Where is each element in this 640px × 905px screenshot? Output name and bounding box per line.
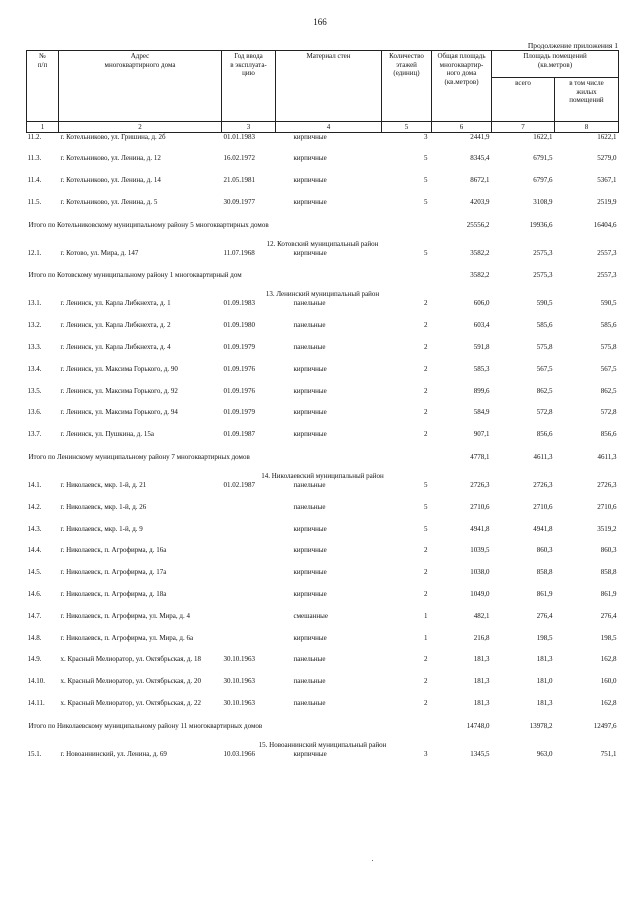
district-total-area: 25556,2	[466, 220, 490, 229]
table-row	[27, 634, 619, 656]
row-area-all: 2575,3	[533, 248, 553, 257]
row-year: 01.09.1979	[223, 343, 255, 352]
table-row	[27, 503, 619, 525]
row-year: 30.10.1963	[223, 655, 255, 664]
row-address: г. Ленинск, ул. Карла Либкнехта, д. 2	[60, 321, 171, 330]
row-area-all: 2726,3	[533, 481, 553, 490]
row-address: г. Николаевск, п. Агрофирма, д. 16а	[60, 546, 167, 555]
header-year	[222, 51, 276, 122]
header-area-all-text: всего	[515, 79, 531, 87]
row-material: кирпичные	[293, 248, 327, 257]
table-header	[27, 51, 619, 133]
row-area-living: 575,8	[600, 343, 617, 352]
header-number	[27, 51, 59, 122]
row-area-all: 4941,8	[533, 524, 553, 533]
row-number: 14.3.	[27, 524, 42, 533]
row-number: 14.9.	[27, 655, 42, 664]
table-row	[27, 590, 619, 612]
row-total-area: 1049,0	[470, 590, 490, 599]
header-area-all	[492, 78, 555, 122]
district-total-area: 14748,0	[466, 721, 490, 730]
row-number: 14.7.	[27, 611, 42, 620]
district-total-all: 19936,6	[529, 220, 553, 229]
district-section-row	[27, 290, 619, 299]
row-address: г. Котельниково, ул. Ленина, д. 12	[60, 154, 161, 163]
row-total-area: 1039,5	[470, 546, 490, 555]
row-area-living: 2519,9	[597, 197, 617, 206]
row-floors: 5	[424, 481, 428, 490]
row-address: г. Николаевск, мкр. 1-й, д. 26	[60, 502, 147, 511]
header-number-text: № п/п	[37, 52, 48, 69]
district-total-row	[27, 452, 619, 472]
header-address	[59, 51, 222, 122]
row-address: г. Николаевск, мкр. 1-й, д. 21	[60, 481, 147, 490]
district-total-row	[27, 270, 619, 290]
row-area-living: 858,8	[600, 568, 617, 577]
row-total-area: 2710,6	[470, 502, 490, 511]
header-area-group-text: Площадь помещений (кв.метров)	[523, 52, 587, 69]
row-material: кирпичные	[293, 430, 327, 439]
column-number: 8	[555, 122, 619, 133]
row-material: панельные	[293, 343, 326, 352]
row-number: 14.5.	[27, 568, 42, 577]
column-number: 1	[27, 122, 59, 133]
row-address: г. Ленинск, ул. Максима Горького, д. 94	[60, 408, 178, 417]
row-floors: 2	[424, 343, 428, 352]
district-section-row	[27, 741, 619, 750]
district-section-title: 15. Новоаннинский муниципальный район	[258, 740, 387, 749]
row-total-area: 2726,3	[470, 481, 490, 490]
table-row	[27, 655, 619, 677]
housing-register-table	[26, 50, 619, 772]
row-floors: 5	[424, 502, 428, 511]
header-address-text: Адрес многоквартирного дома	[104, 52, 176, 69]
row-total-area: 482,1	[473, 611, 490, 620]
row-address: г. Николаевск, п. Агрофирма, д. 17а	[60, 568, 167, 577]
table-row	[27, 198, 619, 220]
row-total-area: 603,4	[473, 321, 490, 330]
row-material: кирпичные	[293, 568, 327, 577]
row-area-living: 856,6	[600, 430, 617, 439]
row-year: 01.09.1979	[223, 408, 255, 417]
row-floors: 2	[424, 655, 428, 664]
row-total-area: 4941,8	[470, 524, 490, 533]
row-total-area: 899,6	[473, 386, 490, 395]
table-row	[27, 699, 619, 721]
row-area-living: 160,0	[600, 677, 617, 686]
row-address: х. Красный Мелиоратор, ул. Октябрьская, д. 20	[60, 677, 201, 686]
row-address: х. Красный Мелиоратор, ул. Октябрьская, д. 22	[60, 699, 201, 708]
row-year: 01.09.1976	[223, 386, 255, 395]
district-total-all: 4611,3	[533, 453, 553, 462]
row-material: кирпичные	[293, 590, 327, 599]
row-number: 12.1.	[27, 248, 42, 257]
table-row	[27, 154, 619, 176]
row-number: 13.7.	[27, 430, 42, 439]
row-floors: 2	[424, 364, 428, 373]
row-address: г. Котельниково, ул. Ленина, д. 14	[60, 176, 161, 185]
row-number: 14.8.	[27, 633, 42, 642]
row-address: г. Николаевск, п. Агрофирма, ул. Мира, д. 4	[60, 611, 190, 620]
row-year	[222, 503, 276, 525]
row-total-area: 591,8	[473, 343, 490, 352]
row-number: 11.3.	[27, 154, 42, 163]
row-floors: 2	[424, 590, 428, 599]
row-total-area: 584,9	[473, 408, 490, 417]
header-material-text: Материал стен	[306, 52, 351, 60]
row-area-all: 856,6	[536, 430, 553, 439]
row-number: 14.4.	[27, 546, 42, 555]
row-material: панельные	[293, 699, 326, 708]
row-year: 11.07.1968	[223, 248, 255, 257]
district-total-living: 4611,3	[597, 453, 617, 462]
row-address: г. Ленинск, ул. Карла Либкнехта, д. 4	[60, 343, 171, 352]
district-total-living: 2557,3	[597, 271, 617, 280]
district-total-area: 3582,2	[470, 271, 490, 280]
row-address: г. Ленинск, ул. Пушкина, д. 15а	[60, 430, 154, 439]
row-year	[222, 546, 276, 568]
row-area-all: 572,8	[536, 408, 553, 417]
row-number: 13.1.	[27, 299, 42, 308]
row-number: 14.6.	[27, 590, 42, 599]
row-address: г. Николаевск, мкр. 1-й, д. 9	[60, 524, 143, 533]
row-area-living: 2726,3	[597, 481, 617, 490]
row-year	[222, 612, 276, 634]
row-number: 13.6.	[27, 408, 42, 417]
district-section-title: 13. Ленинский муниципальный район	[265, 290, 380, 299]
row-area-all: 858,8	[536, 568, 553, 577]
row-number: 14.11.	[27, 699, 45, 708]
row-area-living: 2557,3	[597, 248, 617, 257]
row-area-all: 567,5	[536, 364, 553, 373]
row-floors: 5	[424, 197, 428, 206]
row-area-all: 590,5	[536, 299, 553, 308]
row-area-living: 5367,1	[597, 176, 617, 185]
header-area-living	[555, 78, 619, 122]
row-area-living: 861,9	[600, 590, 617, 599]
row-area-living: 198,5	[600, 633, 617, 642]
table-row	[27, 176, 619, 198]
row-floors: 5	[424, 176, 428, 185]
row-floors: 2	[424, 699, 428, 708]
row-number: 13.3.	[27, 343, 42, 352]
row-floors: 1	[424, 611, 428, 620]
row-area-living: 3519,2	[597, 524, 617, 533]
district-total-living: 12497,6	[593, 721, 617, 730]
row-area-living: 862,5	[600, 386, 617, 395]
header-floors	[382, 51, 432, 122]
row-material: кирпичные	[293, 408, 327, 417]
row-floors: 2	[424, 408, 428, 417]
row-number: 13.4.	[27, 364, 42, 373]
column-number: 5	[382, 122, 432, 133]
row-total-area: 907,1	[473, 430, 490, 439]
row-material: смешанные	[293, 611, 328, 620]
district-total-all: 2575,3	[533, 271, 553, 280]
row-area-living: 2710,6	[597, 502, 617, 511]
row-year	[222, 634, 276, 656]
table-row	[27, 612, 619, 634]
header-total-area-text: Общая площадь многоквартир- ного дома (кв.метров)	[437, 52, 486, 86]
table-row	[27, 365, 619, 387]
row-material: кирпичные	[293, 133, 327, 141]
row-year	[222, 525, 276, 547]
row-floors: 5	[424, 248, 428, 257]
row-area-all: 861,9	[536, 590, 553, 599]
table-row	[27, 343, 619, 365]
row-area-living: 162,8	[600, 699, 617, 708]
row-address: г. Николаевск, п. Агрофирма, ул. Мира, д. 6а	[60, 633, 194, 642]
row-area-living: 276,4	[600, 611, 617, 620]
row-year: 10.03.1966	[223, 749, 255, 758]
row-year: 01.09.1983	[223, 299, 255, 308]
column-number: 7	[492, 122, 555, 133]
row-year	[222, 568, 276, 590]
row-address: г. Ленинск, ул. Максима Горького, д. 90	[60, 364, 178, 373]
table-row	[27, 387, 619, 409]
row-material: кирпичные	[293, 633, 327, 642]
row-area-living: 860,3	[600, 546, 617, 555]
row-material: кирпичные	[293, 386, 327, 395]
row-area-all: 860,3	[536, 546, 553, 555]
row-total-area: 181,3	[473, 699, 490, 708]
column-number: 6	[432, 122, 492, 133]
header-floors-text: Количество этажей (единиц)	[389, 52, 424, 77]
row-area-living: 572,8	[600, 408, 617, 417]
table-row	[27, 750, 619, 772]
table-row	[27, 321, 619, 343]
row-material: кирпичные	[293, 197, 327, 206]
row-area-living: 1622,1	[597, 133, 617, 141]
row-address: г. Новоаннинский, ул. Ленина, д. 69	[60, 749, 167, 758]
district-section-title: 14. Николаевский муниципальный район	[261, 472, 384, 481]
row-area-all: 198,5	[536, 633, 553, 642]
row-floors: 2	[424, 546, 428, 555]
row-area-living: 751,1	[600, 749, 617, 758]
row-address: г. Котово, ул. Мира, д. 147	[60, 248, 139, 257]
row-total-area: 4203,9	[470, 197, 490, 206]
row-area-all: 181,3	[536, 699, 553, 708]
row-address: г. Ленинск, ул. Карла Либкнехта, д. 1	[60, 299, 171, 308]
row-area-all: 181,3	[536, 655, 553, 664]
row-floors: 2	[424, 386, 428, 395]
row-material: кирпичные	[293, 154, 327, 163]
row-area-all: 585,6	[536, 321, 553, 330]
row-number: 15.1.	[27, 749, 42, 758]
row-number: 14.1.	[27, 481, 42, 490]
row-number: 13.5.	[27, 386, 42, 395]
column-number: 4	[276, 122, 382, 133]
row-year: 01.01.1983	[223, 133, 255, 141]
row-year: 01.09.1980	[223, 321, 255, 330]
row-year	[222, 590, 276, 612]
row-area-all: 575,8	[536, 343, 553, 352]
row-area-living: 162,8	[600, 655, 617, 664]
row-address: г. Ленинск, ул. Максима Горького, д. 92	[60, 386, 178, 395]
row-year: 30.10.1963	[223, 699, 255, 708]
table-row	[27, 568, 619, 590]
row-total-area: 3582,2	[470, 248, 490, 257]
row-material: кирпичные	[293, 176, 327, 185]
district-total-living: 16404,6	[593, 220, 617, 229]
row-area-all: 276,4	[536, 611, 553, 620]
table-row	[27, 133, 619, 155]
row-address: х. Красный Мелиоратор, ул. Октябрьская, д. 18	[60, 655, 201, 664]
row-number: 14.2.	[27, 502, 42, 511]
row-floors: 3	[424, 133, 428, 141]
column-number: 2	[59, 122, 222, 133]
row-total-area: 1345,5	[470, 749, 490, 758]
header-material	[276, 51, 382, 122]
row-floors: 3	[424, 749, 428, 758]
district-total-label: Итого по Котовскому муниципальному району 1 многоквартирный дом	[28, 271, 242, 280]
row-material: панельные	[293, 677, 326, 686]
row-area-all: 181,0	[536, 677, 553, 686]
table-row	[27, 249, 619, 271]
district-total-label: Итого по Котельниковскому муниципальному району 5 многоквартирных домов	[28, 220, 269, 229]
row-year: 30.09.1977	[223, 197, 255, 206]
row-floors: 1	[424, 633, 428, 642]
row-number: 11.2.	[27, 133, 42, 141]
row-area-all: 1622,1	[533, 133, 553, 141]
district-total-all: 13978,2	[529, 721, 553, 730]
table-row	[27, 525, 619, 547]
table-row	[27, 408, 619, 430]
row-year: 01.09.1976	[223, 364, 255, 373]
row-total-area: 181,3	[473, 677, 490, 686]
row-total-area: 181,3	[473, 655, 490, 664]
row-total-area: 1038,0	[470, 568, 490, 577]
row-material: панельные	[293, 502, 326, 511]
row-area-all: 2710,6	[533, 502, 553, 511]
table-row	[27, 546, 619, 568]
row-address: г. Николаевск, п. Агрофирма, д. 18а	[60, 590, 167, 599]
district-total-row	[27, 721, 619, 741]
row-year: 16.02.1972	[223, 154, 255, 163]
row-area-living: 567,5	[600, 364, 617, 373]
row-material: панельные	[293, 481, 326, 490]
row-material: кирпичные	[293, 546, 327, 555]
row-total-area: 8672,1	[470, 176, 490, 185]
row-number: 13.2.	[27, 321, 42, 330]
row-area-all: 862,5	[536, 386, 553, 395]
header-area-group	[492, 51, 619, 78]
district-section-title: 12. Котовский муниципальный район	[266, 239, 379, 248]
district-section-row	[27, 472, 619, 481]
header-area-living-text: в том числе жилых помещений	[569, 79, 604, 104]
row-area-all: 6797,6	[533, 176, 553, 185]
row-year: 30.10.1963	[223, 677, 255, 686]
row-material: кирпичные	[293, 364, 327, 373]
row-area-living: 585,6	[600, 321, 617, 330]
row-material: панельные	[293, 299, 326, 308]
row-area-all: 963,0	[536, 749, 553, 758]
district-total-area: 4778,1	[470, 453, 490, 462]
district-total-label: Итого по Ленинскому муниципальному району 7 многоквартирных домов	[28, 453, 250, 462]
district-total-row	[27, 220, 619, 240]
row-number: 14.10.	[27, 677, 45, 686]
row-floors: 2	[424, 321, 428, 330]
row-total-area: 2441,9	[470, 133, 490, 141]
row-total-area: 216,8	[473, 633, 490, 642]
table-row	[27, 677, 619, 699]
continuation-note: Продолжение приложения 1	[527, 41, 618, 50]
row-floors: 5	[424, 154, 428, 163]
row-area-all: 3108,9	[533, 197, 553, 206]
row-area-living: 5279,0	[597, 154, 617, 163]
table-body	[27, 133, 619, 772]
row-floors: 2	[424, 299, 428, 308]
row-material: кирпичные	[293, 749, 327, 758]
column-number: 3	[222, 122, 276, 133]
district-total-label: Итого по Николаевскому муниципальному району 11 многоквартирных домов	[28, 721, 263, 730]
table-row	[27, 481, 619, 503]
row-floors: 2	[424, 568, 428, 577]
row-material: панельные	[293, 655, 326, 664]
page-number: 166	[313, 17, 327, 27]
row-floors: 5	[424, 524, 428, 533]
row-total-area: 8345,4	[470, 154, 490, 163]
row-year: 01.02.1987	[223, 481, 255, 490]
district-section-row	[27, 240, 619, 249]
row-address: г. Котельниково, ул. Ленина, д. 5	[60, 197, 158, 206]
row-number: 11.4.	[27, 176, 42, 185]
column-number-row	[27, 122, 619, 133]
row-area-living: 590,5	[600, 299, 617, 308]
row-year: 01.09.1987	[223, 430, 255, 439]
row-total-area: 585,3	[473, 364, 490, 373]
speck-mark	[372, 860, 373, 861]
row-floors: 2	[424, 677, 428, 686]
row-material: кирпичные	[293, 524, 327, 533]
row-number: 11.5.	[27, 197, 42, 206]
row-floors: 2	[424, 430, 428, 439]
header-year-text: Год ввода в эксплуата- цию	[230, 52, 267, 77]
row-address: г. Котельниково, ул. Гришина, д. 2б	[60, 133, 166, 141]
row-material: панельные	[293, 321, 326, 330]
row-area-all: 6791,5	[533, 154, 553, 163]
row-total-area: 606,0	[473, 299, 490, 308]
table-row	[27, 430, 619, 452]
row-year: 21.05.1981	[223, 176, 255, 185]
table-row	[27, 299, 619, 321]
header-total-area	[432, 51, 492, 122]
